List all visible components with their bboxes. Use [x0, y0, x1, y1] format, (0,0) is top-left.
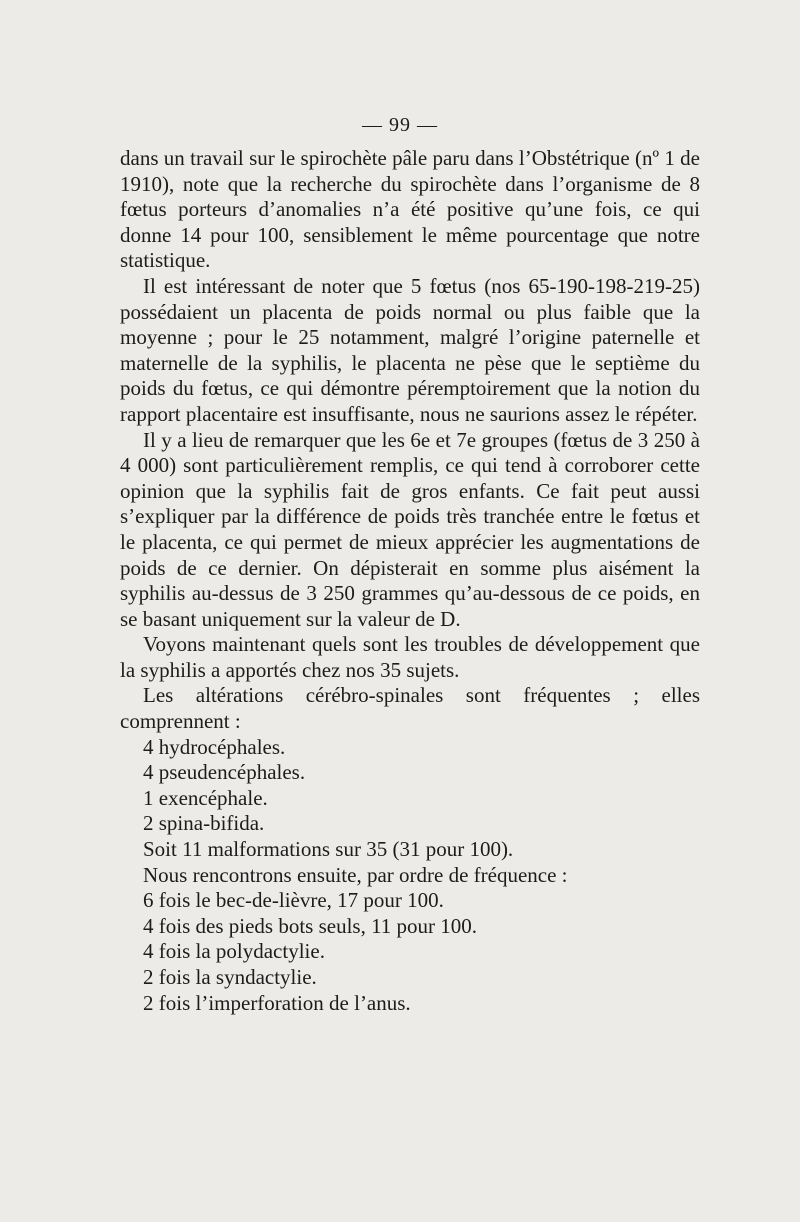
paragraph: Il est intéressant de noter que 5 fœtus (nos 65-190-198-219-25) possédaient un placenta de poids normal ou plus faible que la moyenne ; pour le 25 notamment, malgré l’origine paternelle et maternelle de la syphilis, le placenta ne pèse que le septième du poids du fœtus, ce qui démontre péremptoirement que la notion du rapport placentaire est insuffisante, nous ne saurions assez le répéter. — [120, 273, 700, 426]
list-item: 2 fois l’imperforation de l’anus. — [143, 990, 411, 1015]
list-item: Soit 11 malformations sur 35 (31 pour 100). — [143, 837, 514, 862]
list-item: 2 fois la syndactylie. — [143, 965, 317, 989]
list-item: 1 exencéphale. — [143, 785, 268, 810]
paragraph: dans un travail sur le spirochète pâle paru dans l’Obstétrique (nº 1 de 1910), note que la recherche du spirochète dans l’organisme de 8 fœtus porteurs d’anomalies n’a été positive qu’une fois, ce qui donne 14 pour 100, sensiblement le même pourcentage que notre statistique. — [120, 146, 700, 273]
paragraph: Voyons maintenant quels sont les troubles de développement que la syphilis a apportés chez nos 35 sujets. — [120, 632, 700, 682]
list-item: 4 pseudencéphales. — [143, 760, 306, 785]
paragraph: Les altérations cérébro-spinales sont fréquentes ; elles comprennent : — [120, 683, 700, 734]
list-item: 4 fois des pieds bots seuls, 11 pour 100. — [143, 913, 478, 938]
page-number: — 99 — — [362, 114, 438, 136]
list-item: 2 spina-bifida. — [143, 811, 265, 836]
paragraph: Il y a lieu de remarquer que les 6e et 7e groupes (fœtus de 3 250 à 4 000) sont particulièrement remplis, ce qui tend à corroborer cette opinion que la syphilis fait de gros enfants. Ce fait peut aussi s’expliquer par la différence de poids très tranchée entre le fœtus et le placenta, ce qui permet de mieux apprécier les augmentations de poids de ce dernier. On dépisterait en somme plus aisément la syphilis au-dessus de 3 250 grammes qu’au-dessous de ce poids, en se basant uniquement sur la valeur de D. — [120, 427, 700, 631]
paragraph: Nous rencontrons ensuite, par ordre de fréquence : — [143, 862, 568, 887]
list-item: 4 fois la polydactylie. — [143, 939, 325, 964]
body-text — [120, 146, 700, 1016]
list-item: 4 hydrocéphales. — [143, 734, 286, 759]
list-item: 6 fois le bec-de-lièvre, 17 pour 100. — [143, 888, 444, 913]
